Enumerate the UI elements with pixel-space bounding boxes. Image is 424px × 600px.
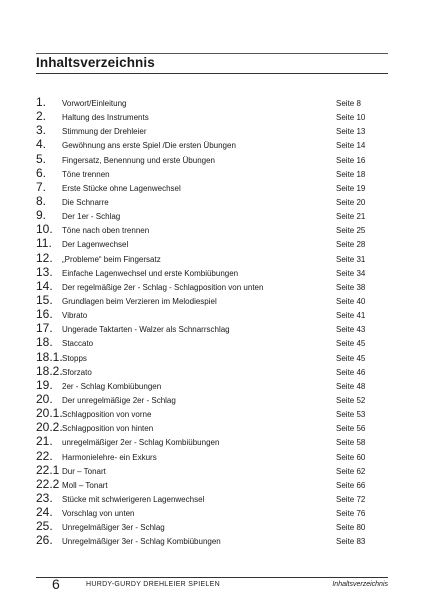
toc-entry-label: „Probleme“ beim Fingersatz bbox=[62, 254, 161, 264]
toc-entry-number: 16. bbox=[36, 307, 53, 322]
toc-entry-number: 3. bbox=[36, 123, 47, 138]
toc-entry-number: 17. bbox=[36, 321, 53, 336]
toc-entry bbox=[36, 364, 388, 378]
toc-entry bbox=[36, 236, 388, 250]
toc-entry-label: Stücke mit schwierigeren Lagenwechsel bbox=[62, 494, 205, 504]
toc-entry-page: Seite 60 bbox=[336, 452, 366, 462]
toc-entry-label: Harmonielehre- ein Exkurs bbox=[62, 452, 157, 462]
toc-entry-page: Seite 21 bbox=[336, 212, 366, 222]
toc-entry-page: Seite 72 bbox=[336, 494, 366, 504]
toc-entry bbox=[36, 279, 388, 293]
toc-entry-label: Ungerade Taktarten - Walzer als Schnarrschlag bbox=[62, 325, 230, 335]
toc-entry-label: 2er - Schlag Kombiübungen bbox=[62, 381, 162, 391]
toc-entry-label: Einfache Lagenwechsel und erste Kombiübungen bbox=[62, 268, 239, 278]
toc-entry-label: Erste Stücke ohne Lagenwechsel bbox=[62, 183, 181, 193]
toc-entry-page: Seite 41 bbox=[336, 311, 366, 321]
toc-entry-page: Seite 76 bbox=[336, 509, 366, 519]
toc-entry-number: 5. bbox=[36, 151, 47, 166]
toc-entry-number: 9. bbox=[36, 208, 47, 223]
table-of-contents bbox=[36, 95, 388, 548]
toc-entry-number: 20.1. bbox=[36, 406, 63, 421]
toc-entry-label: Stopps bbox=[62, 353, 87, 363]
toc-entry-page: Seite 80 bbox=[336, 523, 366, 533]
toc-entry-number: 25. bbox=[36, 519, 53, 534]
toc-entry bbox=[36, 194, 388, 208]
toc-entry-label: Unregelmäßiger 3er - Schlag Kombiübungen bbox=[62, 537, 221, 547]
toc-entry-label: Vibrato bbox=[62, 311, 88, 321]
toc-entry-page: Seite 20 bbox=[336, 197, 366, 207]
toc-entry bbox=[36, 166, 388, 180]
toc-entry-label: Dur – Tonart bbox=[62, 466, 106, 476]
toc-entry-number: 19. bbox=[36, 377, 53, 392]
toc-entry bbox=[36, 463, 388, 477]
toc-entry-label: Töne trennen bbox=[62, 169, 110, 179]
toc-entry-page: Seite 18 bbox=[336, 169, 366, 179]
toc-entry-number: 12. bbox=[36, 250, 53, 265]
toc-entry bbox=[36, 180, 388, 194]
toc-entry bbox=[36, 420, 388, 434]
toc-entry-page: Seite 45 bbox=[336, 353, 366, 363]
toc-entry-label: Stimmung der Drehleier bbox=[62, 127, 147, 137]
toc-entry-page: Seite 31 bbox=[336, 254, 366, 264]
toc-entry-number: 26. bbox=[36, 533, 53, 548]
toc-entry bbox=[36, 350, 388, 364]
toc-entry-number: 22.2 bbox=[36, 476, 60, 491]
toc-entry-label: Die Schnarre bbox=[62, 197, 109, 207]
toc-entry bbox=[36, 251, 388, 265]
toc-entry-number: 18. bbox=[36, 335, 53, 350]
toc-entry-label: Vorwort/Einleitung bbox=[62, 99, 127, 108]
toc-entry bbox=[36, 222, 388, 236]
toc-entry bbox=[36, 533, 388, 547]
toc-entry bbox=[36, 109, 388, 123]
toc-entry-page: Seite 38 bbox=[336, 282, 366, 292]
toc-entry-label: Haltung des Instruments bbox=[62, 113, 149, 123]
toc-entry-page: Seite 19 bbox=[336, 183, 366, 193]
toc-entry bbox=[36, 477, 388, 491]
toc-entry-page: Seite 8 bbox=[336, 99, 361, 108]
toc-entry-label: Vorschlag von unten bbox=[62, 509, 135, 519]
toc-entry-number: 13. bbox=[36, 264, 53, 279]
toc-entry-label: Grundlagen beim Verzieren im Melodiespiel bbox=[62, 296, 217, 306]
toc-entry-page: Seite 48 bbox=[336, 381, 366, 391]
toc-entry-number: 20.2. bbox=[36, 420, 63, 435]
toc-entry-page: Seite 53 bbox=[336, 410, 366, 420]
toc-entry bbox=[36, 335, 388, 349]
toc-entry bbox=[36, 152, 388, 166]
toc-entry-label: Schlagposition von hinten bbox=[62, 424, 154, 434]
footer-section-title: Inhaltsverzeichnis bbox=[332, 581, 388, 588]
toc-entry-page: Seite 13 bbox=[336, 127, 366, 137]
toc-entry-page: Seite 45 bbox=[336, 339, 366, 349]
toc-entry-label: Der 1er - Schlag bbox=[62, 212, 121, 222]
toc-entry bbox=[36, 378, 388, 392]
toc-entry bbox=[36, 491, 388, 505]
toc-entry-page: Seite 52 bbox=[336, 395, 366, 405]
toc-entry-page: Seite 16 bbox=[336, 155, 366, 165]
toc-entry-number: 14. bbox=[36, 278, 53, 293]
toc-entry-page: Seite 43 bbox=[336, 325, 366, 335]
toc-entry-page: Seite 34 bbox=[336, 268, 366, 278]
toc-entry bbox=[36, 519, 388, 533]
toc-entry-page: Seite 46 bbox=[336, 367, 366, 377]
top-rule bbox=[36, 53, 388, 54]
toc-entry bbox=[36, 321, 388, 335]
footer-page-number: 6 bbox=[52, 576, 60, 592]
toc-entry-number: 18.2. bbox=[36, 363, 63, 378]
toc-entry bbox=[36, 307, 388, 321]
toc-entry-label: Schlagposition von vorne bbox=[62, 410, 152, 420]
toc-entry-page: Seite 10 bbox=[336, 113, 366, 123]
toc-entry-number: 7. bbox=[36, 179, 47, 194]
toc-entry-number: 20. bbox=[36, 391, 53, 406]
footer-rule bbox=[36, 577, 388, 578]
toc-entry-page: Seite 25 bbox=[336, 226, 366, 236]
toc-entry-label: Staccato bbox=[62, 339, 94, 349]
toc-entry-number: 8. bbox=[36, 193, 47, 208]
toc-entry-number: 2. bbox=[36, 109, 47, 124]
toc-entry-page: Seite 62 bbox=[336, 466, 366, 476]
toc-entry-number: 4. bbox=[36, 137, 47, 152]
toc-entry bbox=[36, 95, 388, 109]
toc-entry-number: 11. bbox=[36, 236, 52, 251]
toc-entry-label: Moll – Tonart bbox=[62, 480, 108, 490]
toc-entry bbox=[36, 265, 388, 279]
title-rule bbox=[36, 73, 388, 74]
toc-entry-label: Töne nach oben trennen bbox=[62, 226, 150, 236]
toc-entry-label: unregelmäßiger 2er - Schlag Kombiübungen bbox=[62, 438, 220, 448]
toc-entry-page: Seite 66 bbox=[336, 480, 366, 490]
toc-entry-number: 21. bbox=[36, 434, 53, 449]
toc-entry bbox=[36, 123, 388, 137]
toc-entry-label: Der Lagenwechsel bbox=[62, 240, 129, 250]
toc-entry-label: Der regelmäßige 2er - Schlag - Schlagposition von unten bbox=[62, 282, 264, 292]
toc-entry bbox=[36, 392, 388, 406]
toc-entry-page: Seite 56 bbox=[336, 424, 366, 434]
toc-entry-number: 10. bbox=[36, 222, 53, 237]
toc-entry-number: 18.1. bbox=[36, 349, 63, 364]
toc-entry bbox=[36, 406, 388, 420]
toc-entry-label: Der unregelmäßige 2er - Schlag bbox=[62, 395, 176, 405]
toc-entry-page: Seite 58 bbox=[336, 438, 366, 448]
toc-entry bbox=[36, 449, 388, 463]
toc-entry-number: 1. bbox=[36, 95, 47, 109]
toc-entry-number: 15. bbox=[36, 292, 53, 307]
page-title: Inhaltsverzeichnis bbox=[36, 55, 155, 70]
toc-entry-label: Unregelmäßiger 3er - Schlag bbox=[62, 523, 165, 533]
toc-entry bbox=[36, 137, 388, 151]
toc-entry bbox=[36, 505, 388, 519]
footer-book-title: HURDY-GURDY DREHLEIER SPIELEN bbox=[86, 581, 220, 588]
toc-entry-label: Sforzato bbox=[62, 367, 92, 377]
toc-entry-number: 24. bbox=[36, 505, 53, 520]
toc-entry-page: Seite 83 bbox=[336, 537, 366, 547]
toc-entry-page: Seite 40 bbox=[336, 296, 366, 306]
toc-entry bbox=[36, 293, 388, 307]
toc-entry-label: Fingersatz, Benennung und erste Übungen bbox=[62, 155, 215, 165]
toc-entry-number: 22. bbox=[36, 448, 53, 463]
toc-entry-label: Gewöhnung ans erste Spiel /Die ersten Übungen bbox=[62, 141, 236, 151]
toc-entry-page: Seite 14 bbox=[336, 141, 366, 151]
toc-entry bbox=[36, 434, 388, 448]
toc-entry-number: 23. bbox=[36, 490, 53, 505]
toc-entry-number: 22.1 bbox=[36, 462, 60, 477]
toc-entry-page: Seite 28 bbox=[336, 240, 366, 250]
toc-entry-number: 6. bbox=[36, 165, 47, 180]
toc-entry bbox=[36, 208, 388, 222]
